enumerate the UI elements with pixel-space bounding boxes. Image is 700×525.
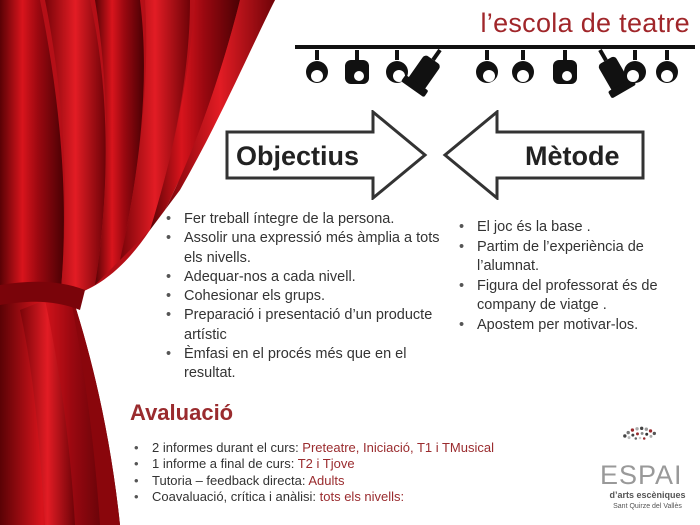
- avaluacio-item-highlight: Preteatre, Iniciació, T1 i TMusical: [302, 440, 495, 455]
- metode-item: • Figura del professorat és de company de viatge .: [455, 277, 695, 316]
- avaluacio-title: Avaluació: [130, 400, 234, 425]
- metode-list: [455, 218, 695, 335]
- objectius-list: [162, 210, 447, 384]
- objectius-label: Objectius: [236, 141, 360, 171]
- espai-logo-dots: [590, 425, 690, 465]
- metode-label: Mètode: [525, 141, 620, 171]
- avaluacio-item-text: Coavaluació, crítica i anàlisi:: [152, 489, 320, 505]
- avaluacio-item: [130, 473, 565, 489]
- header-title: l’escola de teatre: [480, 8, 690, 38]
- metode-item: • El joc és la base .: [455, 218, 695, 238]
- metode-item: • Apostem per motivar-los.: [455, 316, 695, 336]
- objectius-item: • Preparació i presentació d’un producte artístic: [162, 306, 447, 345]
- avaluacio-item-text: 1 informe a final de curs:: [152, 456, 298, 472]
- avaluacio-item-highlight: Adults: [308, 472, 345, 488]
- objectius-item: • Assolir una expressió més àmplia a tots els nivells.: [162, 229, 447, 268]
- stage-lights-image: [295, 42, 695, 112]
- objectius-item: • Èmfasi en el procés més que en el resultat.: [162, 345, 447, 384]
- objectius-item: • Cohesionar els grups.: [162, 287, 447, 306]
- avaluacio-item-text: 2 informes durant el curs:: [152, 440, 303, 455]
- objectius-item: • Fer treball íntegre de la persona.: [162, 210, 447, 229]
- objectius-item: • Adequar-nos a cada nivell.: [162, 268, 447, 287]
- avaluacio-list: [130, 440, 565, 506]
- espai-logo-subtitle: d’arts escèniques: [609, 490, 686, 500]
- avaluacio-item-highlight: tots els nivells:: [319, 489, 405, 505]
- avaluacio-item-highlight: T2 i Tjove: [297, 456, 355, 472]
- metode-item: • Partim de l’experiència de l’alumnat.: [455, 238, 695, 277]
- avaluacio-item: [130, 489, 565, 505]
- espai-logo-text: ESPAI: [600, 460, 683, 490]
- avaluacio-item-text: Tutoria – feedback directa:: [152, 472, 309, 488]
- avaluacio-item: [130, 456, 565, 472]
- espai-logo-location: Sant Quirze del Vallès: [613, 503, 682, 510]
- avaluacio-item: [130, 440, 565, 456]
